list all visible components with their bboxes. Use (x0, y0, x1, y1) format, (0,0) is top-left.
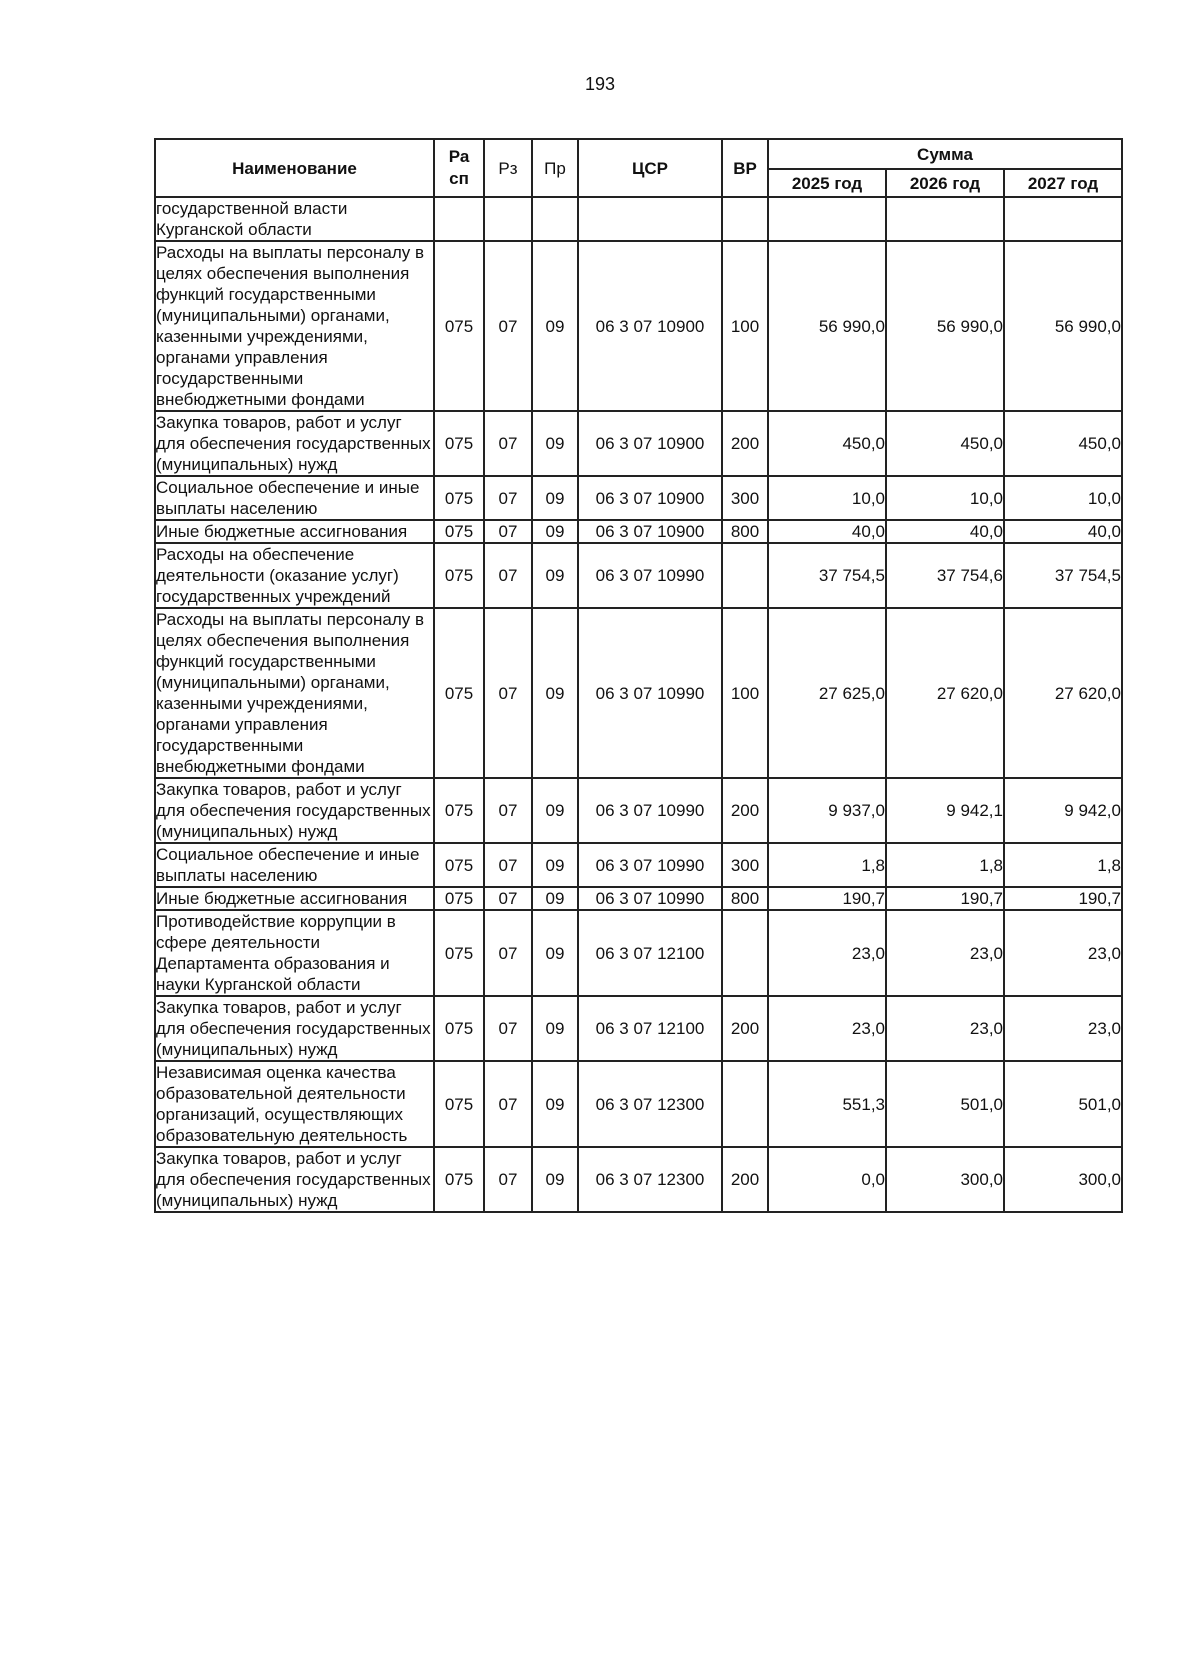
cell-sum-2027: 23,0 (1004, 996, 1122, 1061)
cell-pr: 09 (532, 241, 578, 411)
cell-pr: 09 (532, 887, 578, 910)
cell-sum-2025 (768, 197, 886, 241)
cell-sum-2025: 27 625,0 (768, 608, 886, 778)
table-row (155, 1147, 1122, 1212)
header-vr: ВР (722, 139, 768, 197)
cell-rz: 07 (484, 608, 532, 778)
header-csr: ЦСР (578, 139, 722, 197)
cell-sum-2025: 10,0 (768, 476, 886, 520)
cell-sum-2027: 23,0 (1004, 910, 1122, 996)
cell-rz: 07 (484, 778, 532, 843)
cell-rasp (434, 197, 484, 241)
cell-rz: 07 (484, 411, 532, 476)
cell-sum-2027: 300,0 (1004, 1147, 1122, 1212)
header-pr: Пр (532, 139, 578, 197)
cell-csr: 06 3 07 12100 (578, 996, 722, 1061)
cell-sum-2025: 40,0 (768, 520, 886, 543)
cell-sum-2026: 9 942,1 (886, 778, 1004, 843)
cell-sum-2025: 56 990,0 (768, 241, 886, 411)
cell-sum-2027: 9 942,0 (1004, 778, 1122, 843)
cell-name: Закупка товаров, работ и услуг для обеспечения государственных (муниципальных) нужд (155, 411, 434, 476)
cell-rasp: 075 (434, 887, 484, 910)
header-rz: Рз (484, 139, 532, 197)
cell-pr: 09 (532, 910, 578, 996)
cell-rz: 07 (484, 843, 532, 887)
cell-sum-2027: 27 620,0 (1004, 608, 1122, 778)
cell-vr: 200 (722, 778, 768, 843)
table-body (155, 197, 1122, 1212)
cell-csr: 06 3 07 12100 (578, 910, 722, 996)
cell-rasp: 075 (434, 910, 484, 996)
cell-csr: 06 3 07 10900 (578, 520, 722, 543)
cell-pr: 09 (532, 411, 578, 476)
header-name: Наименование (155, 139, 434, 197)
table-row (155, 996, 1122, 1061)
cell-rz: 07 (484, 996, 532, 1061)
cell-sum-2026: 23,0 (886, 910, 1004, 996)
cell-name: Расходы на обеспечение деятельности (оказание услуг) государственных учреждений (155, 543, 434, 608)
cell-sum-2027: 1,8 (1004, 843, 1122, 887)
cell-sum-2026 (886, 197, 1004, 241)
header-year-2025: 2025 год (768, 169, 886, 197)
cell-sum-2025: 23,0 (768, 996, 886, 1061)
cell-rasp: 075 (434, 241, 484, 411)
cell-rz: 07 (484, 1147, 532, 1212)
cell-rasp: 075 (434, 608, 484, 778)
cell-sum-2026: 10,0 (886, 476, 1004, 520)
cell-rasp: 075 (434, 843, 484, 887)
cell-vr: 100 (722, 241, 768, 411)
cell-rz: 07 (484, 910, 532, 996)
cell-pr: 09 (532, 996, 578, 1061)
cell-vr: 800 (722, 520, 768, 543)
cell-rz: 07 (484, 241, 532, 411)
cell-rasp: 075 (434, 476, 484, 520)
table-row (155, 411, 1122, 476)
cell-rasp: 075 (434, 1147, 484, 1212)
cell-name: государственной власти Курганской области (155, 197, 434, 241)
cell-name: Противодействие коррупции в сфере деятельности Департамента образования и науки Курганской области (155, 910, 434, 996)
cell-csr: 06 3 07 10900 (578, 241, 722, 411)
header-year-2027: 2027 год (1004, 169, 1122, 197)
cell-name: Иные бюджетные ассигнования (155, 887, 434, 910)
cell-sum-2025: 37 754,5 (768, 543, 886, 608)
table-row (155, 778, 1122, 843)
cell-sum-2025: 1,8 (768, 843, 886, 887)
table-row (155, 476, 1122, 520)
cell-sum-2027: 40,0 (1004, 520, 1122, 543)
cell-vr: 100 (722, 608, 768, 778)
cell-rasp: 075 (434, 1061, 484, 1147)
cell-vr: 300 (722, 843, 768, 887)
cell-sum-2026: 190,7 (886, 887, 1004, 910)
cell-vr (722, 1061, 768, 1147)
cell-csr: 06 3 07 12300 (578, 1147, 722, 1212)
cell-sum-2025: 551,3 (768, 1061, 886, 1147)
cell-sum-2026: 37 754,6 (886, 543, 1004, 608)
cell-sum-2026: 501,0 (886, 1061, 1004, 1147)
cell-name: Независимая оценка качества образовательной деятельности организаций, осуществляющих образовательную деятельность (155, 1061, 434, 1147)
cell-pr: 09 (532, 778, 578, 843)
table-row (155, 197, 1122, 241)
cell-vr: 200 (722, 1147, 768, 1212)
cell-csr: 06 3 07 10900 (578, 411, 722, 476)
cell-pr: 09 (532, 608, 578, 778)
cell-csr: 06 3 07 10990 (578, 887, 722, 910)
cell-sum-2026: 1,8 (886, 843, 1004, 887)
cell-rasp: 075 (434, 543, 484, 608)
cell-name: Иные бюджетные ассигнования (155, 520, 434, 543)
header-rasp-label: Ра сп (448, 147, 470, 188)
table-header (155, 139, 1122, 197)
table-row (155, 1061, 1122, 1147)
page-number: 193 (584, 74, 616, 94)
cell-pr: 09 (532, 1061, 578, 1147)
table-row (155, 543, 1122, 608)
cell-sum-2025: 23,0 (768, 910, 886, 996)
cell-sum-2026: 300,0 (886, 1147, 1004, 1212)
cell-name: Социальное обеспечение и иные выплаты населению (155, 843, 434, 887)
cell-vr: 200 (722, 996, 768, 1061)
cell-rz: 07 (484, 1061, 532, 1147)
cell-vr (722, 543, 768, 608)
cell-sum-2027: 190,7 (1004, 887, 1122, 910)
table-row (155, 608, 1122, 778)
cell-sum-2026: 56 990,0 (886, 241, 1004, 411)
cell-sum-2027: 37 754,5 (1004, 543, 1122, 608)
cell-rz: 07 (484, 476, 532, 520)
cell-pr: 09 (532, 543, 578, 608)
cell-sum-2025: 450,0 (768, 411, 886, 476)
cell-csr: 06 3 07 10990 (578, 778, 722, 843)
cell-csr: 06 3 07 12300 (578, 1061, 722, 1147)
cell-name: Закупка товаров, работ и услуг для обеспечения государственных (муниципальных) нужд (155, 996, 434, 1061)
cell-sum-2025: 0,0 (768, 1147, 886, 1212)
table-row (155, 910, 1122, 996)
cell-sum-2027: 56 990,0 (1004, 241, 1122, 411)
cell-pr: 09 (532, 520, 578, 543)
cell-sum-2026: 40,0 (886, 520, 1004, 543)
cell-rz: 07 (484, 543, 532, 608)
cell-sum-2026: 23,0 (886, 996, 1004, 1061)
cell-sum-2027: 10,0 (1004, 476, 1122, 520)
cell-pr: 09 (532, 476, 578, 520)
cell-name: Расходы на выплаты персоналу в целях обеспечения выполнения функций государственными (муниципальными) органами, казенными учреждениями, органами управления государственными внебюджетными фондами (155, 241, 434, 411)
cell-csr: 06 3 07 10990 (578, 843, 722, 887)
cell-vr: 800 (722, 887, 768, 910)
header-sum: Сумма (768, 139, 1122, 169)
cell-rz: 07 (484, 520, 532, 543)
table-row (155, 887, 1122, 910)
cell-sum-2025: 190,7 (768, 887, 886, 910)
cell-vr (722, 910, 768, 996)
cell-rz (484, 197, 532, 241)
cell-csr: 06 3 07 10990 (578, 608, 722, 778)
cell-vr: 200 (722, 411, 768, 476)
cell-sum-2027: 501,0 (1004, 1061, 1122, 1147)
cell-pr: 09 (532, 1147, 578, 1212)
cell-vr: 300 (722, 476, 768, 520)
cell-name: Закупка товаров, работ и услуг для обеспечения государственных (муниципальных) нужд (155, 1147, 434, 1212)
cell-name: Закупка товаров, работ и услуг для обеспечения государственных (муниципальных) нужд (155, 778, 434, 843)
cell-csr: 06 3 07 10990 (578, 543, 722, 608)
table-row (155, 241, 1122, 411)
cell-rasp: 075 (434, 520, 484, 543)
cell-name: Расходы на выплаты персоналу в целях обеспечения выполнения функций государственными (муниципальными) органами, казенными учреждениями, органами управления государственными внебюджетными фондами (155, 608, 434, 778)
header-year-2026: 2026 год (886, 169, 1004, 197)
table-row (155, 843, 1122, 887)
cell-sum-2027: 450,0 (1004, 411, 1122, 476)
cell-sum-2026: 450,0 (886, 411, 1004, 476)
cell-sum-2025: 9 937,0 (768, 778, 886, 843)
cell-pr: 09 (532, 843, 578, 887)
cell-rasp: 075 (434, 778, 484, 843)
header-rasp (434, 139, 484, 197)
table-row (155, 520, 1122, 543)
budget-table (154, 138, 1123, 1213)
cell-vr (722, 197, 768, 241)
cell-rz: 07 (484, 887, 532, 910)
cell-rasp: 075 (434, 411, 484, 476)
cell-csr: 06 3 07 10900 (578, 476, 722, 520)
cell-sum-2026: 27 620,0 (886, 608, 1004, 778)
cell-csr (578, 197, 722, 241)
cell-pr (532, 197, 578, 241)
cell-sum-2027 (1004, 197, 1122, 241)
cell-rasp: 075 (434, 996, 484, 1061)
cell-name: Социальное обеспечение и иные выплаты населению (155, 476, 434, 520)
